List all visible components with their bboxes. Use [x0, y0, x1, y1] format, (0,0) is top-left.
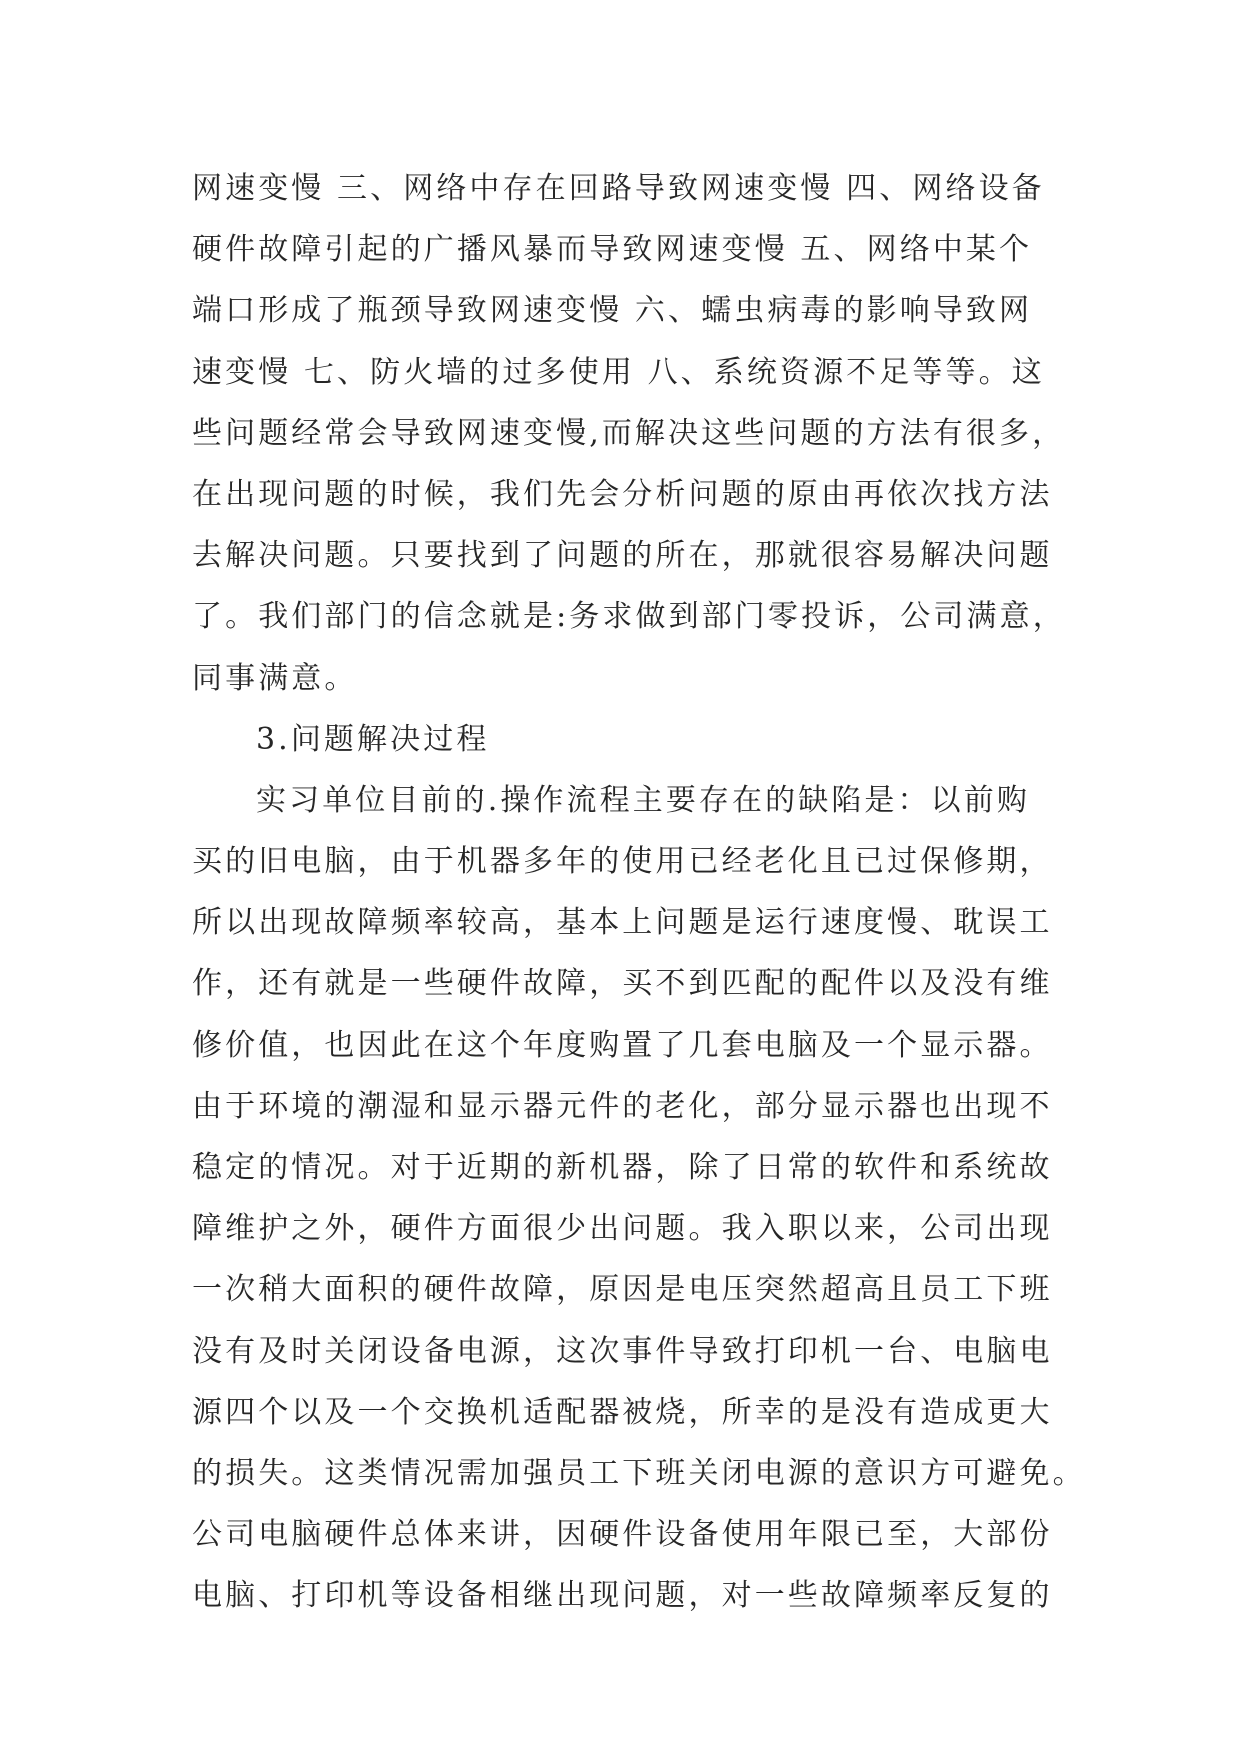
text-line: 没有及时关闭设备电源，这次事件导致打印机一台、电脑电: [192, 1333, 1053, 1369]
text-line: 实习单位目前的.操作流程主要存在的缺陷是：以前购: [256, 782, 1030, 818]
text-line: 修价值，也因此在这个年度购置了几套电脑及一个显示器。: [192, 1027, 1053, 1063]
text-line: 公司电脑硬件总体来讲，因硬件设备使用年限已至，大部份: [192, 1517, 1053, 1553]
text-line: 电脑、打印机等设备相继出现问题，对一些故障频率反复的: [192, 1578, 1053, 1614]
text-line: 由于环境的潮湿和显示器元件的老化，部分显示器也出现不: [192, 1088, 1053, 1124]
text-line: 速变慢 七、防火墙的过多使用 八、系统资源不足等等。这: [192, 354, 1045, 390]
text-line: 源四个以及一个交换机适配器被烧，所幸的是没有造成更大: [192, 1394, 1053, 1430]
text-line: 些问题经常会导致网速变慢,而解决这些问题的方法有很多，: [192, 415, 1066, 451]
text-line: 网速变慢 三、网络中存在回路导致网速变慢 四、网络设备: [192, 171, 1045, 206]
text-line: 了。我们部门的信念就是:务求做到部门零投诉，公司满意，: [192, 599, 1066, 635]
text-line: 作，还有就是一些硬件故障，买不到匹配的配件以及没有维: [192, 966, 1053, 1002]
text-line: 在出现问题的时候，我们先会分析问题的原由再依次找方法: [192, 476, 1053, 512]
text-line: 去解决问题。只要找到了问题的所在，那就很容易解决问题: [192, 538, 1053, 574]
text-line: 买的旧电脑，由于机器多年的使用已经老化且已过保修期，: [192, 844, 1053, 880]
text-line: 一次稍大面积的硬件故障，原因是电压突然超高且员工下班: [192, 1272, 1053, 1308]
text-line: 硬件故障引起的广播风暴而导致网速变慢 五、网络中某个: [192, 232, 1033, 268]
section-heading: 3.问题解决过程: [256, 721, 490, 757]
text-line: 端口形成了瓶颈导致网速变慢 六、蠕虫病毒的影响导致网: [192, 293, 1033, 329]
text-line: 稳定的情况。对于近期的新机器，除了日常的软件和系统故: [192, 1150, 1053, 1185]
text-line: 所以出现故障频率较高，基本上问题是运行速度慢、耽误工: [192, 905, 1053, 941]
body-text: [192, 158, 1086, 1627]
text-line: 的损失。这类情况需加强员工下班关闭电源的意识方可避免。: [192, 1455, 1086, 1491]
text-line: 同事满意。: [192, 660, 358, 696]
text-line: 障维护之外，硬件方面很少出问题。我入职以来，公司出现: [192, 1211, 1053, 1247]
